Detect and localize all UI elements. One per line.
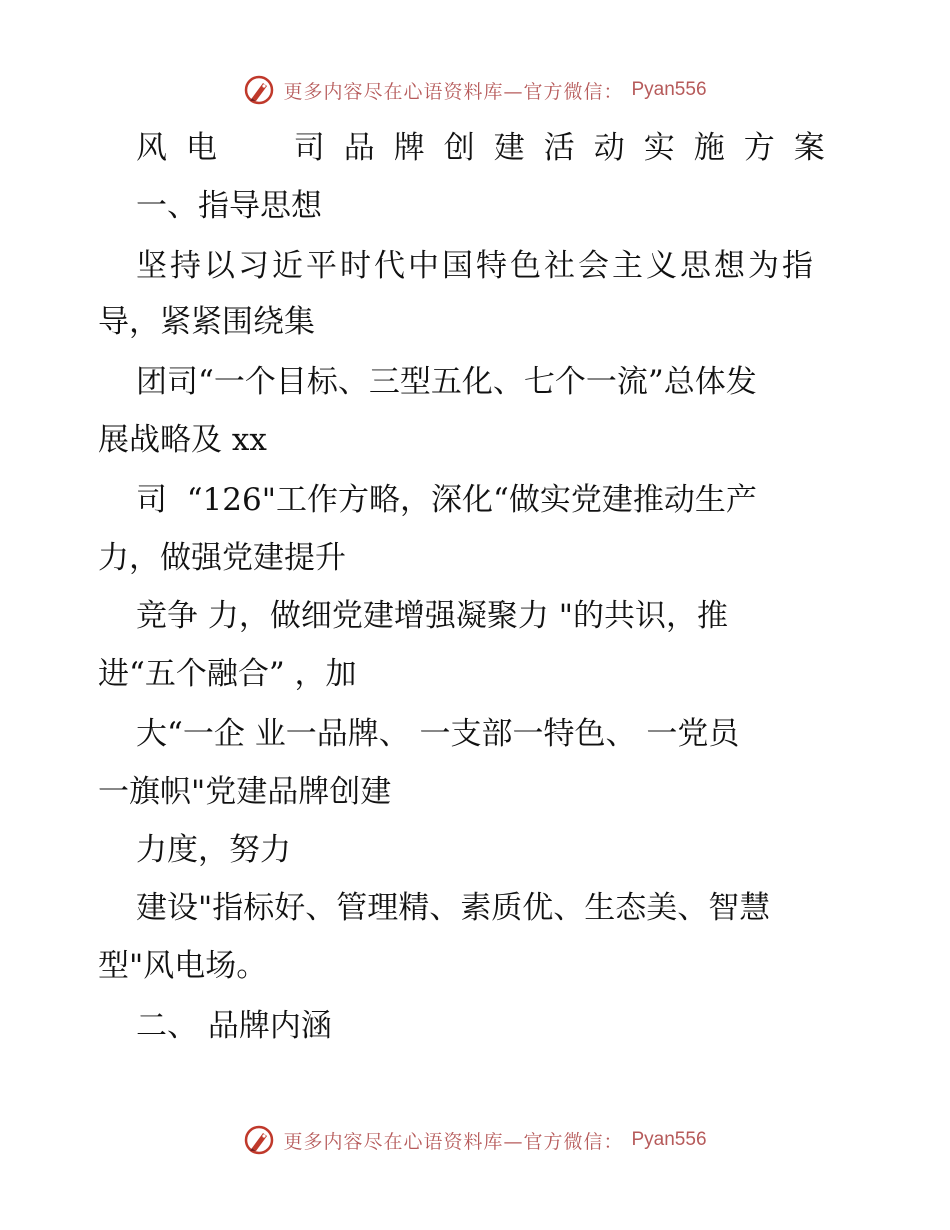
section-heading-2: 二、 品牌内涵 [136,1008,332,1044]
header-banner [0,70,950,110]
paragraph-line: 展战略及 xx [98,422,267,458]
footer-banner [0,1120,950,1160]
paragraph-line: 进“五个融合” ，加 [98,656,357,692]
paragraph-line: 型"风电场。 [98,948,268,984]
document-title: 风电 司品牌创建活动实施方案 [136,130,844,166]
footer-banner-wechat-id: Pyan556 [631,1129,707,1150]
paragraph-line: 坚持以习近平时代中国特色社会主义思想为指 [136,248,816,284]
header-banner-text: 更多内容尽在心语资料库—官方微信： [283,80,624,103]
header-banner-wechat-id: Pyan556 [631,79,707,100]
paragraph-line: 导，紧紧围绕集 [98,304,315,340]
paragraph-line: 力，做强党建提升 [98,540,346,576]
footer-banner-text: 更多内容尽在心语资料库—官方微信： [283,1130,624,1153]
paragraph-line: 力度，努力 [136,832,291,868]
paragraph-line: 大“一企 业一品牌、 一支部一特色、 一党员 [136,716,740,752]
pen-nib-logo-icon [243,1124,275,1156]
paragraph-line: 司 “126"工作方略，深化“做实党建推动生产 [136,482,757,518]
paragraph-line: 竞争 力，做细党建增强凝聚力 "的共识，推 [136,598,728,634]
paragraph-line: 建设"指标好、管理精、素质优、生态美、智慧 [136,890,771,926]
paragraph-line: 一旗帜"党建品牌创建 [98,774,392,810]
paragraph-line: 团司“一个目标、三型五化、七个一流”总体发 [136,364,757,400]
section-heading-1: 一、指导思想 [136,188,322,224]
pen-nib-logo-icon [243,74,275,106]
